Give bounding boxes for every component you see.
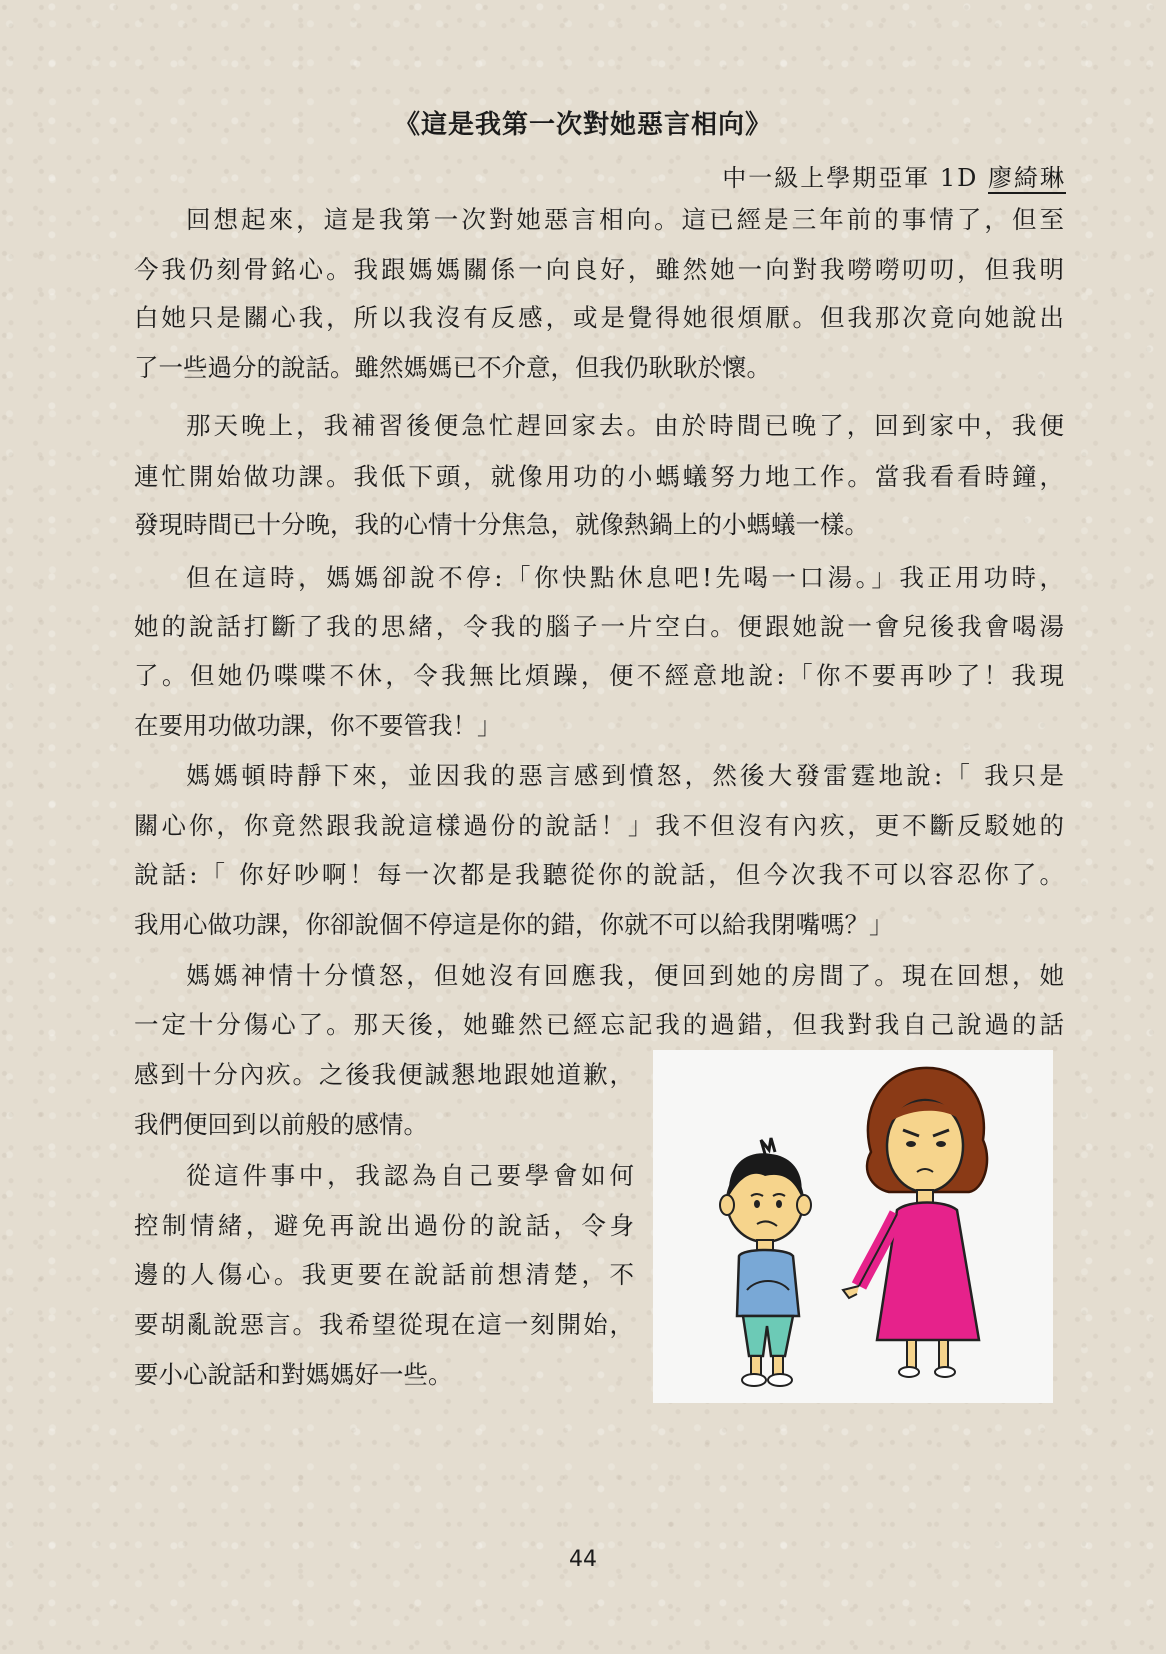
paragraph-line: 了一些過分的說話。雖然媽媽已不介意，但我仍耿耿於懷。 xyxy=(134,353,771,382)
paragraph-line: 控制情緒，避免再說出過份的說話，令身 xyxy=(134,1211,634,1240)
paragraph-line: 連忙開始做功課。我低下頭，就像用功的小螞蟻努力地工作。當我看看時鐘， xyxy=(134,462,1064,491)
paragraph-line: 她的說話打斷了我的思緒，令我的腦子一片空白。便跟她說一會兒後我會喝湯 xyxy=(134,612,1064,641)
essay-title: 《這是我第一次對她惡言相向》 xyxy=(393,110,772,140)
paragraph-line: 我用心做功課，你卻說個不停這是你的錯，你就不可以給我閉嘴嗎？」 xyxy=(134,910,894,939)
paragraph-line: 我們便回到以前般的感情。 xyxy=(134,1110,428,1139)
boy-and-mother-illustration xyxy=(653,1050,1053,1403)
paragraph-line: 關心你，你竟然跟我說這樣過份的說話！」我不但沒有內疚，更不斷反駁她的 xyxy=(134,811,1064,840)
paragraph-line: 那天晚上，我補習後便急忙趕回家去。由於時間已晚了，回到家中，我便 xyxy=(186,411,1064,440)
paragraph-line: 媽媽頓時靜下來，並因我的惡言感到憤怒，然後大發雷霆地說:「 我只是 xyxy=(186,761,1064,790)
paragraph-line: 發現時間已十分晚，我的心情十分焦急，就像熱鍋上的小螞蟻一樣。 xyxy=(134,510,869,539)
paragraph-line: 但在這時，媽媽卻說不停:「你快點休息吧!先喝一口湯。」我正用功時， xyxy=(186,563,1064,592)
paragraph-line: 了。但她仍喋喋不休，令我無比煩躁，便不經意地說:「你不要再吵了！我現 xyxy=(134,661,1064,690)
paragraph-line: 從這件事中，我認為自己要學會如何 xyxy=(186,1161,634,1190)
paragraph-line: 感到十分內疚。之後我便誠懇地跟她道歉， xyxy=(134,1060,634,1089)
paragraph-line: 回想起來，這是我第一次對她惡言相向。這已經是三年前的事情了，但至 xyxy=(186,205,1064,234)
award-class-label: 中一級上學期亞軍 1D xyxy=(722,164,988,192)
paragraph-line: 白她只是關心我，所以我沒有反感，或是覺得她很煩厭。但我那次竟向她說出 xyxy=(134,303,1064,332)
paragraph-line: 今我仍刻骨銘心。我跟媽媽關係一向良好，雖然她一向對我嘮嘮叨叨，但我明 xyxy=(134,255,1064,284)
paragraph-line: 邊的人傷心。我更要在說話前想清楚，不 xyxy=(134,1260,634,1289)
paragraph-line: 在要用功做功課，你不要管我！」 xyxy=(134,711,502,740)
paragraph-line: 要小心說話和對媽媽好一些。 xyxy=(134,1360,453,1389)
boy-figure xyxy=(720,1138,811,1386)
cartoon-illustration-icon xyxy=(653,1050,1053,1403)
paragraph-line: 要胡亂說惡言。我希望從現在這一刻開始， xyxy=(134,1310,634,1339)
paragraph-line: 媽媽神情十分憤怒，但她沒有回應我，便回到她的房間了。現在回想，她 xyxy=(186,961,1064,990)
paragraph-line: 說話:「 你好吵啊！每一次都是我聽從你的說話，但今次我不可以容忍你了。 xyxy=(134,860,1064,889)
page-number: 44 xyxy=(569,1547,597,1572)
mother-figure xyxy=(843,1068,987,1377)
author-name: 廖綺琳 xyxy=(988,164,1066,192)
byline xyxy=(722,158,1066,193)
paragraph-line: 一定十分傷心了。那天後，她雖然已經忘記我的過錯，但我對我自己說過的話 xyxy=(134,1010,1064,1039)
